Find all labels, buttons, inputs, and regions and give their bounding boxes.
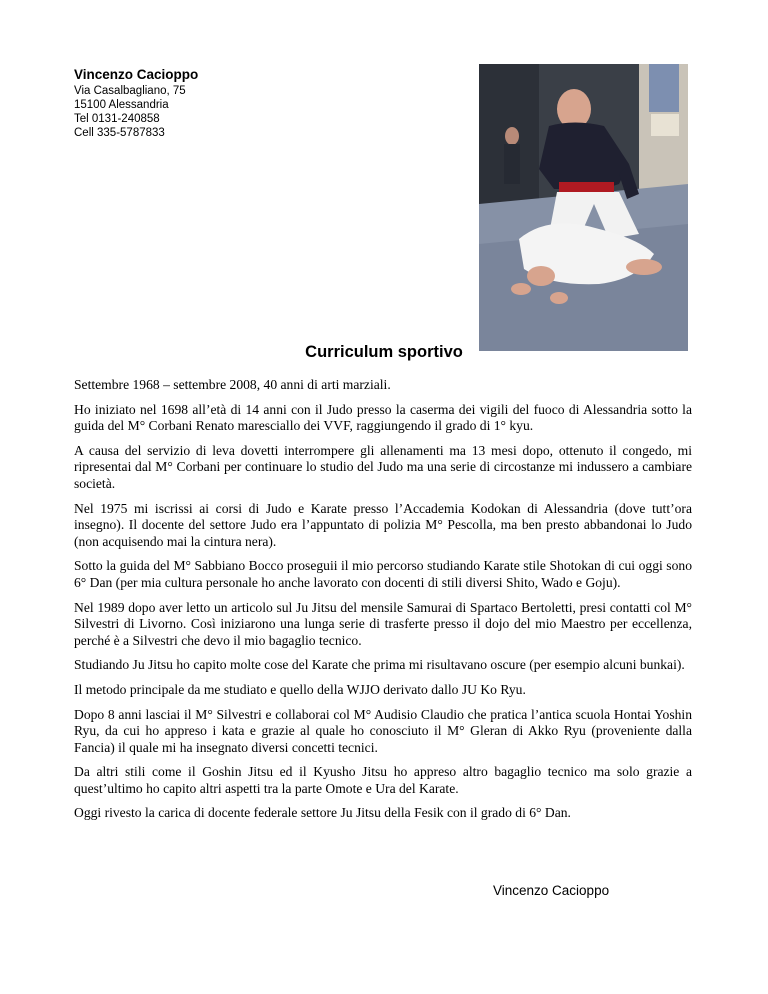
signature: Vincenzo Cacioppo xyxy=(493,883,610,898)
paragraph: Studiando Ju Jitsu ho capito molte cose del Karate che prima mi risultavano oscure (per esempio alcuni bunkai). xyxy=(74,657,685,673)
contact-cell: Cell 335-5787833 xyxy=(74,127,165,139)
paragraph: Sotto la guida del M° Sabbiano Bocco proseguii il mio percorso studiando Karate stile Shotokan di cui oggi sono 6° Dan (per mia cultura personale ho anche lavorato con docenti di stili diversi Shito, Wado e Goju). xyxy=(74,558,692,590)
contact-address: Via Casalbagliano, 75 xyxy=(74,85,186,97)
contact-tel: Tel 0131-240858 xyxy=(74,113,160,125)
paragraph: Ho iniziato nel 1698 all’età di 14 anni con il Judo presso la caserma dei vigili del fuoco di Alessandria sotto la guida del M° Corbani Renato maresciallo dei VVF, raggiungendo il grado di 1° kyu. xyxy=(74,401,692,434)
paragraph: A causa del servizio di leva dovetti interrompere gli allenamenti ma 13 mesi dopo, ottenuto il congedo, mi ripresentai dal M° Corbani per continuare lo studio del Judo ma una serie di circostanze mi indussero a cambiare società. xyxy=(74,442,692,491)
contact-city: 15100 Alessandria xyxy=(74,99,169,111)
paragraph: Nel 1989 dopo aver letto un articolo sul Ju Jitsu del mensile Samurai di Spartaco Bertoletti, presi contatti col M° Silvestri di Livorno. Così iniziarono una lunga serie di trasferte presso il dojo del mio Maestro per eccellenza, perché è a Silvestri che devo il mio bagaglio tecnico. xyxy=(74,599,692,648)
page-title: Curriculum sportivo xyxy=(305,343,463,361)
contact-block xyxy=(74,66,198,140)
judo-photo xyxy=(479,64,688,351)
body-text xyxy=(74,377,692,830)
paragraph: Dopo 8 anni lasciai il M° Silvestri e collaborai col M° Audisio Claudio che pratica l’antica scuola Hontai Yoshin Ryu, da cui ho appreso i kata e grazie al quale ho conosciuto il M° Gleran di Akko Ryu (proveniente dalla Fancia) il quale mi ha insegnato diversi concetti tecnici. xyxy=(74,706,692,755)
contact-name: Vincenzo Cacioppo xyxy=(74,67,199,82)
paragraph: Il metodo principale da me studiato e quello della WJJO derivato dallo JU Ko Ryu. xyxy=(74,681,526,697)
paragraph: Nel 1975 mi iscrissi ai corsi di Judo e Karate presso l’Accademia Kodokan di Alessandria (dove tutt’ora insegno). Il docente del settore Judo era l’appuntato di polizia M° Pescolla, ma ben presto abbandonai lo Judo (non acquisendo mai la cintura nera). xyxy=(74,500,692,549)
paragraph: Da altri stili come il Goshin Jitsu ed il Kyusho Jitsu ho appreso altro bagaglio tecnico ma solo grazie a quest’ultimo ho capito altri aspetti tra la parte Omote e Ura del Karate. xyxy=(74,764,692,796)
paragraph: Oggi rivesto la carica di docente federale settore Ju Jitsu della Fesik con il grado di 6° Dan. xyxy=(74,805,571,821)
paragraph: Settembre 1968 – settembre 2008, 40 anni di arti marziali. xyxy=(74,377,391,392)
